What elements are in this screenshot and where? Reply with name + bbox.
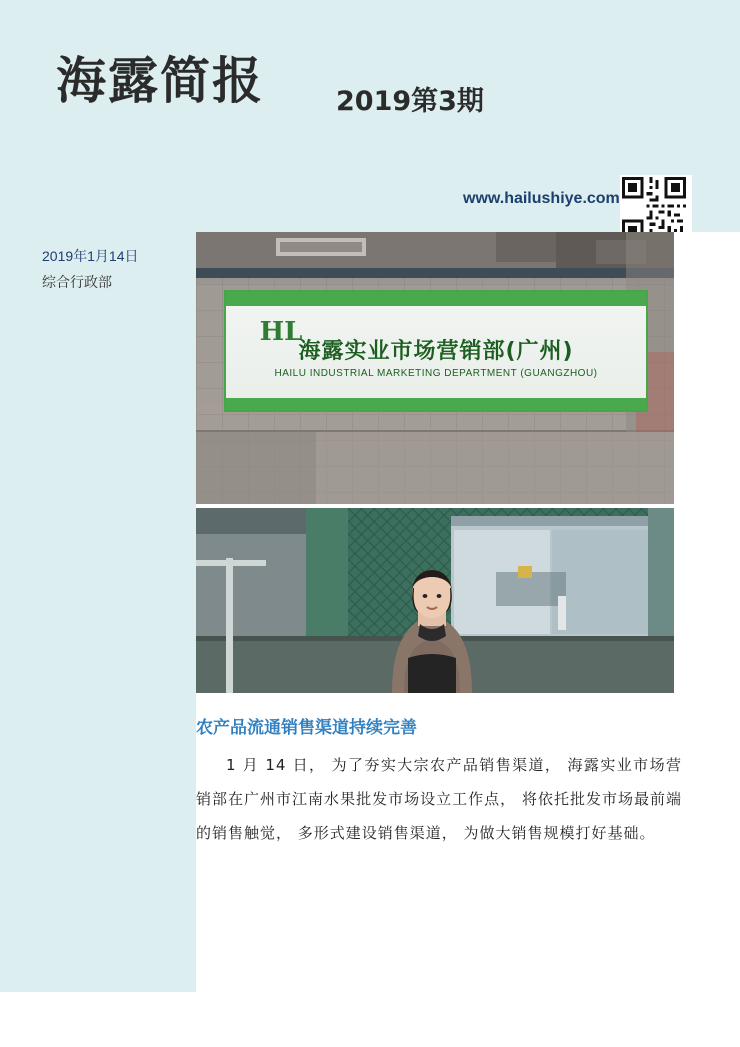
banner-title-en: HAILU INDUSTRIAL MARKETING DEPARTMENT (GUANGZHOU) xyxy=(274,368,598,379)
article-title: 农产品流通销售渠道持续完善 xyxy=(196,718,417,738)
photo-office-banner xyxy=(196,232,674,504)
company-logo: HL xyxy=(259,317,303,347)
banner-title-cn: 海露实业市场营销部(广州) xyxy=(298,339,574,364)
date-block xyxy=(42,243,139,295)
website-url: www.hailushiye.com xyxy=(463,190,620,207)
photo-staff-doorway xyxy=(196,508,674,693)
article-body: 1 月 14 日， 为了夯实大宗农产品销售渠道， 海露实业市场营销部在广州市江南水果批发市场设立工作点， 将依托批发市场最前端的销售触觉， 多形式建设销售渠道， 为做大销售规模打好基础。 xyxy=(196,756,682,842)
issue-date: 2019年1月14日 xyxy=(42,248,139,264)
bottom-white-strip xyxy=(0,992,740,1047)
banner-bottom-bar xyxy=(226,398,646,410)
department-label: 综合行政部 xyxy=(42,274,112,290)
page-title: 海露简报 xyxy=(56,52,264,110)
wall-banner xyxy=(224,290,648,412)
issue-label: 2019第3期 xyxy=(336,86,484,117)
banner-top-bar xyxy=(226,292,646,306)
